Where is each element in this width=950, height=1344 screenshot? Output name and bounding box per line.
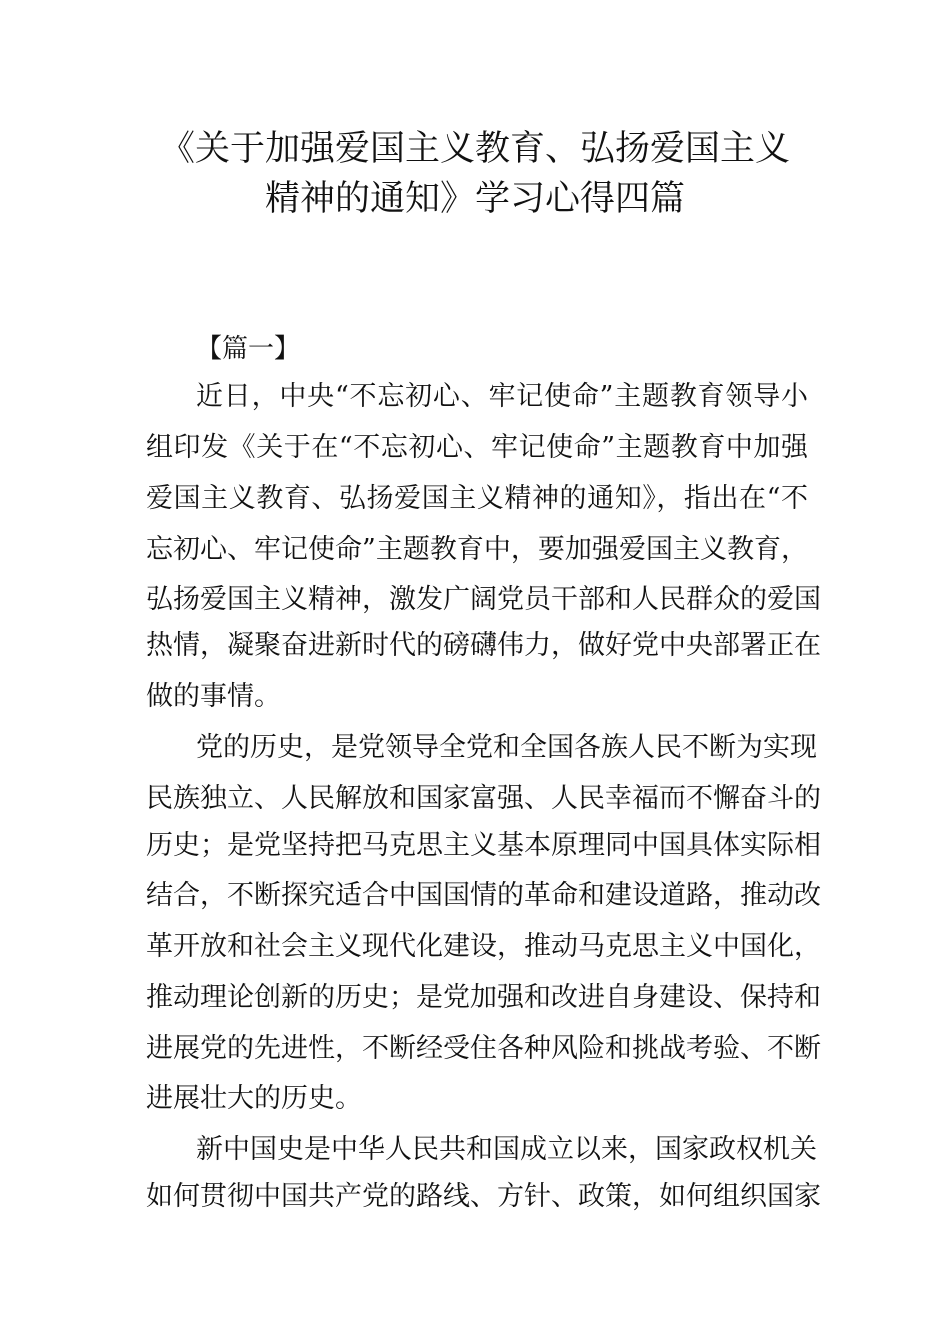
paragraph-1-line-2: 组印发《关于在“不忘初心、牢记使命”主题教育中加强 (146, 432, 808, 463)
paragraph-2-line-2: 民族独立、人民解放和国家富强、人民幸福而不懈奋斗的 (146, 783, 821, 814)
paragraph-3-line-2: 如何贯彻中国共产党的路线、方针、政策，如何组织国家 (146, 1181, 821, 1212)
paragraph-1-line-7: 做的事情。 (146, 681, 281, 712)
paragraph-3-line-1: 新中国史是中华人民共和国成立以来，国家政权机关 (196, 1134, 817, 1165)
paragraph-1-line-1: 近日，中央“不忘初心、牢记使命”主题教育领导小 (196, 381, 808, 412)
paragraph-2-line-4: 结合，不断探究适合中国国情的革命和建设道路，推动改 (146, 880, 821, 911)
paragraph-1-line-5: 弘扬爱国主义精神，激发广阔党员干部和人民群众的爱国 (146, 584, 821, 615)
paragraph-1-line-3: 爱国主义教育、弘扬爱国主义精神的通知》，指出在“不 (146, 483, 808, 514)
paragraph-2-line-3: 历史；是党坚持把马克思主义基本原理同中国具体实际相 (146, 830, 821, 861)
paragraph-2-line-1: 党的历史，是党领导全党和全国各族人民不断为实现 (196, 732, 817, 763)
paragraph-2-line-7: 进展党的先进性，不断经受住各种风险和挑战考验、不断 (146, 1033, 821, 1064)
section-label: 【篇一】 (196, 334, 301, 364)
document-title-line-1: 《关于加强爱国主义教育、弘扬爱国主义 (159, 129, 790, 169)
paragraph-1-line-6: 热情，凝聚奋进新时代的磅礴伟力，做好党中央部署正在 (146, 630, 821, 661)
paragraph-2-line-5: 革开放和社会主义现代化建设，推动马克思主义中国化， (146, 931, 821, 962)
document-title-line-2: 精神的通知》学习心得四篇 (264, 179, 685, 219)
paragraph-1-line-4: 忘初心、牢记使命”主题教育中，要加强爱国主义教育， (146, 534, 808, 565)
paragraph-2-line-8: 进展壮大的历史。 (146, 1083, 362, 1114)
paragraph-2-line-6: 推动理论创新的历史；是党加强和改进自身建设、保持和 (146, 982, 821, 1013)
